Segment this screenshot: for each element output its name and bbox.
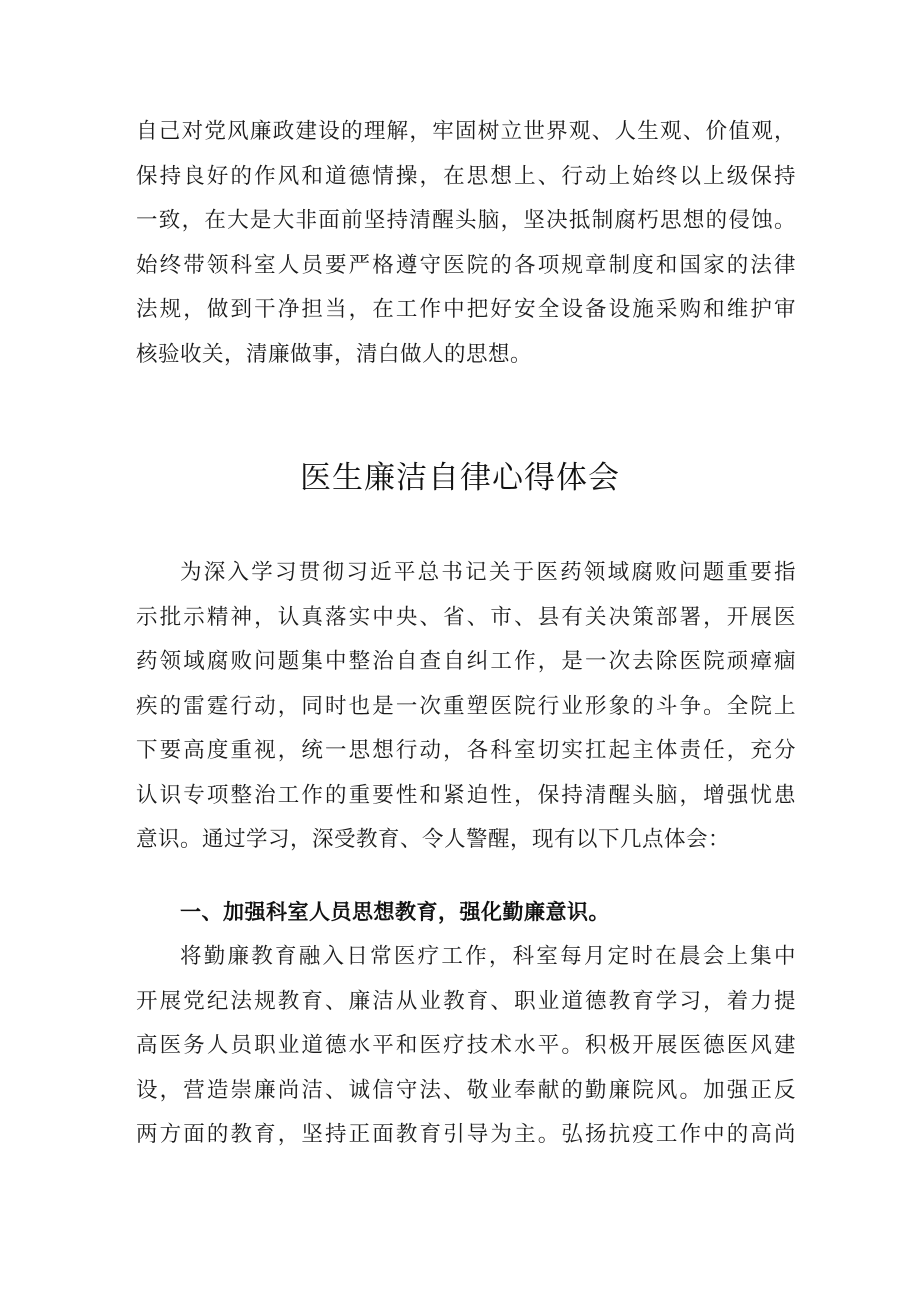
paragraph-line: 为深入学习贯彻习近平总书记关于医药领域腐败问题重要指	[180, 560, 796, 585]
intro-paragraph	[136, 551, 796, 863]
paragraph-line: 核验收关，清廉做事，清白做人的思想。	[136, 341, 533, 367]
paragraph-line: 将勤廉教育融入日常医疗工作，科室每月定时在晨会上集中	[180, 944, 796, 969]
paragraph-line: 法规，做到干净担当，在工作中把好安全设备设施采购和维护审	[136, 297, 796, 322]
body-paragraph	[136, 935, 796, 1158]
paragraph-line: 示批示精神，认真落实中央、省、市、县有关决策部署，开展医	[136, 604, 796, 630]
paragraph-line: 下要高度重视，统一思想行动，各科室切实扛起主体责任，充分	[136, 738, 796, 763]
paragraph-line: 两方面的教育，坚持正面教育引导为主。弘扬抗疫工作中的高尚	[136, 1122, 796, 1147]
paragraph-line: 设，营造崇廉尚洁、诚信守法、敬业奉献的勤廉院风。加强正反	[136, 1077, 796, 1103]
paragraph-line: 认识专项整治工作的重要性和紧迫性，保持清醒头脑，增强忧患	[136, 782, 796, 808]
section-heading: 一、加强科室人员思想教育，强化勤廉意识。	[180, 900, 610, 924]
top-paragraph	[136, 110, 796, 377]
paragraph-line: 一致，在大是大非面前坚持清醒头脑，坚决抵制腐朽思想的侵蚀。	[136, 208, 796, 233]
paragraph-line: 自己对党风廉政建设的理解，牢固树立世界观、人生观、价值观，	[136, 119, 796, 144]
paragraph-line: 开展党纪法规教育、廉洁从业教育、职业道德教育学习，着力提	[136, 988, 796, 1014]
paragraph-line: 始终带领科室人员要严格遵守医院的各项规章制度和国家的法律	[136, 252, 796, 278]
document-title: 医生廉洁自律心得体会	[300, 460, 620, 496]
paragraph-line: 疾的雷霆行动，同时也是一次重塑医院行业形象的斗争。全院上	[136, 693, 796, 719]
paragraph-line: 高医务人员职业道德水平和医疗技术水平。积极开展医德医风建	[136, 1033, 796, 1058]
paragraph-line: 意识。通过学习，深受教育、令人警醒，现有以下几点体会：	[136, 827, 731, 852]
paragraph-line: 保持良好的作风和道德情操，在思想上、行动上始终以上级保持	[136, 163, 796, 189]
paragraph-line: 药领域腐败问题集中整治自查自纠工作，是一次去除医院顽瘴痼	[136, 649, 796, 674]
